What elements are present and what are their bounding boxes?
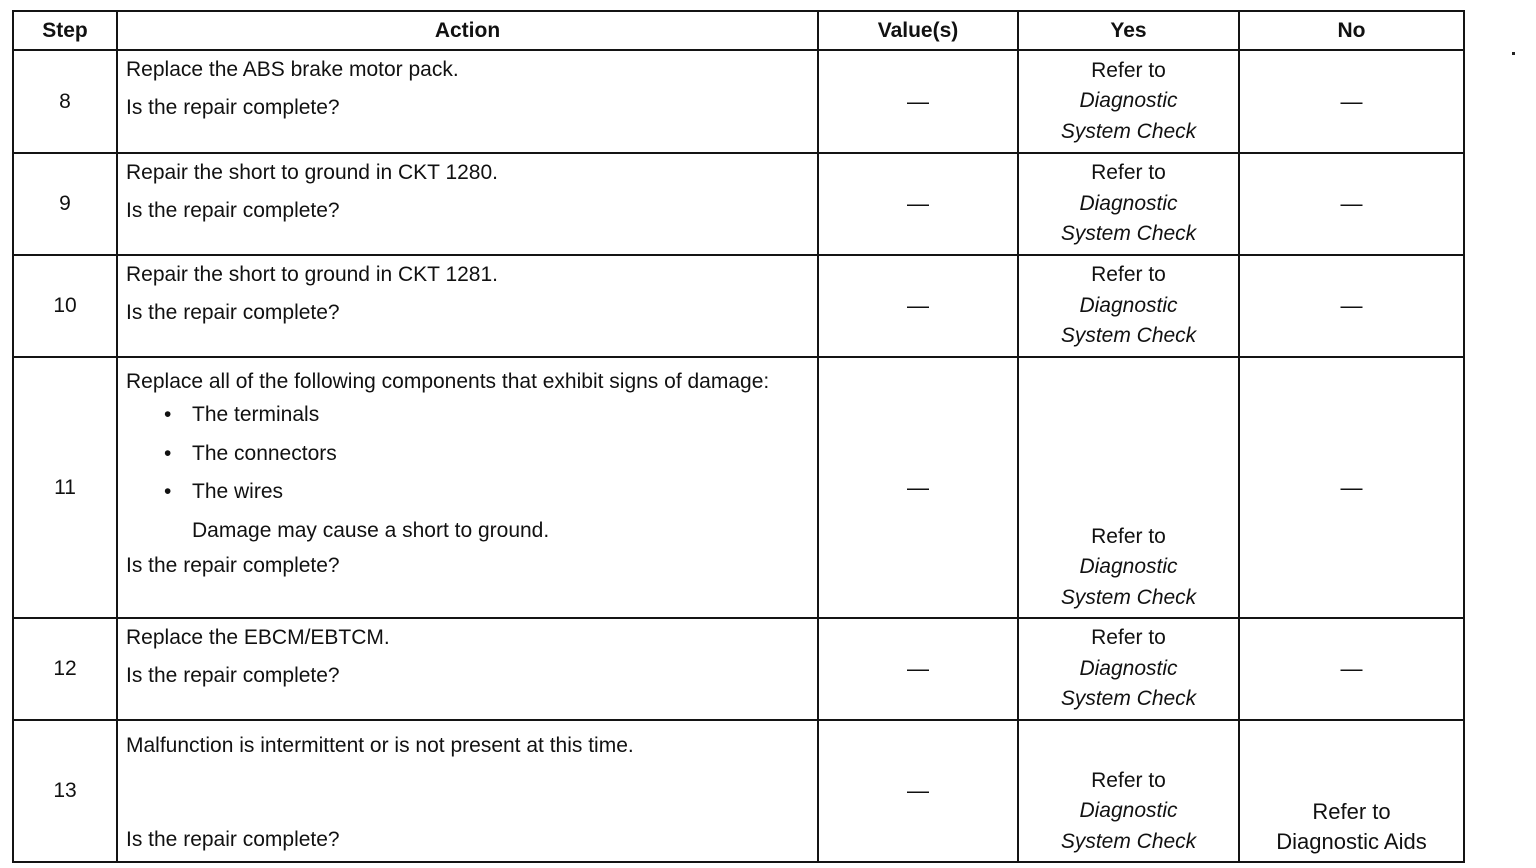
action-note: Damage may cause a short to ground. [192,518,550,542]
no-cell: — [1239,618,1464,720]
action-question: Is the repair complete? [126,301,340,324]
action-cell [117,357,818,618]
yes-link-system-check: System Check [1060,119,1197,143]
value-cell: — [818,255,1018,357]
table-row [13,618,1464,720]
list-item: • The wires [126,473,811,512]
table-row [13,153,1464,255]
yes-link-system-check: System Check [1060,585,1197,609]
action-cell [117,255,818,357]
scan-speck [1512,52,1515,55]
yes-link-diagnostic: Diagnostic [1079,293,1178,317]
value-cell: — [818,153,1018,255]
action-question: Is the repair complete? [126,553,340,577]
header-no: No [1239,11,1464,50]
list-item: • The connectors [126,435,811,474]
yes-link-diagnostic: Diagnostic [1079,799,1178,822]
yes-link-system-check: System Check [1060,687,1197,711]
yes-cell [1018,255,1239,357]
yes-cell [1018,618,1239,720]
action-text: Repair the short to ground in CKT 1281. [126,263,499,286]
header-row [13,11,1464,50]
action-question: Is the repair complete? [126,828,340,851]
yes-link-diagnostic: Diagnostic [1079,89,1178,113]
header-action: Action [117,11,818,50]
action-question: Is the repair complete? [126,199,340,222]
value-cell: — [818,357,1018,618]
no-link-diagnostic-aids: Diagnostic Aids [1276,829,1427,854]
action-cell [117,720,818,862]
no-refer-to: Refer to [1312,799,1391,824]
action-cell [117,50,818,153]
yes-refer-to: Refer to [1091,626,1166,650]
table-row [13,255,1464,357]
yes-cell [1018,720,1239,862]
action-text: Replace all of the following components that exhibit signs of damage: [126,370,770,393]
yes-link-diagnostic: Diagnostic [1079,656,1178,680]
yes-refer-to: Refer to [1091,161,1166,185]
yes-cell [1018,50,1239,153]
no-cell [1239,720,1464,862]
table-row [13,720,1464,862]
step-number: 8 [13,50,117,153]
action-text: Malfunction is intermittent or is not present at this time. [126,734,634,757]
no-cell: — [1239,153,1464,255]
table-row [13,50,1464,153]
yes-link-diagnostic: Diagnostic [1079,555,1178,578]
list-item: • The terminals [126,396,811,435]
action-text: Replace the EBCM/EBTCM. [126,626,390,649]
yes-cell [1018,357,1239,618]
yes-refer-to: Refer to [1091,524,1166,548]
action-cell [117,153,818,255]
value-cell: — [818,50,1018,153]
header-yes: Yes [1018,11,1239,50]
yes-link-system-check: System Check [1060,829,1197,853]
component-list [126,396,811,512]
value-cell: — [818,618,1018,720]
table-row [13,357,1464,618]
no-cell: — [1239,357,1464,618]
value-cell: — [818,720,1018,862]
yes-refer-to: Refer to [1091,58,1166,82]
action-text: Repair the short to ground in CKT 1280. [126,161,499,184]
yes-cell [1018,153,1239,255]
yes-link-diagnostic: Diagnostic [1079,191,1178,215]
diagnostic-table [12,10,1465,863]
yes-link-system-check: System Check [1060,324,1197,348]
action-question: Is the repair complete? [126,664,340,687]
step-number: 10 [13,255,117,357]
no-cell: — [1239,50,1464,153]
step-number: 9 [13,153,117,255]
step-number: 12 [13,618,117,720]
yes-refer-to: Refer to [1091,263,1166,287]
action-cell [117,618,818,720]
step-number: 11 [13,357,117,618]
yes-link-system-check: System Check [1060,222,1197,246]
header-step: Step [13,11,117,50]
yes-refer-to: Refer to [1091,768,1166,792]
step-number: 13 [13,720,117,862]
action-question: Is the repair complete? [126,96,340,119]
no-cell: — [1239,255,1464,357]
header-values: Value(s) [818,11,1018,50]
action-text: Replace the ABS brake motor pack. [126,58,459,81]
